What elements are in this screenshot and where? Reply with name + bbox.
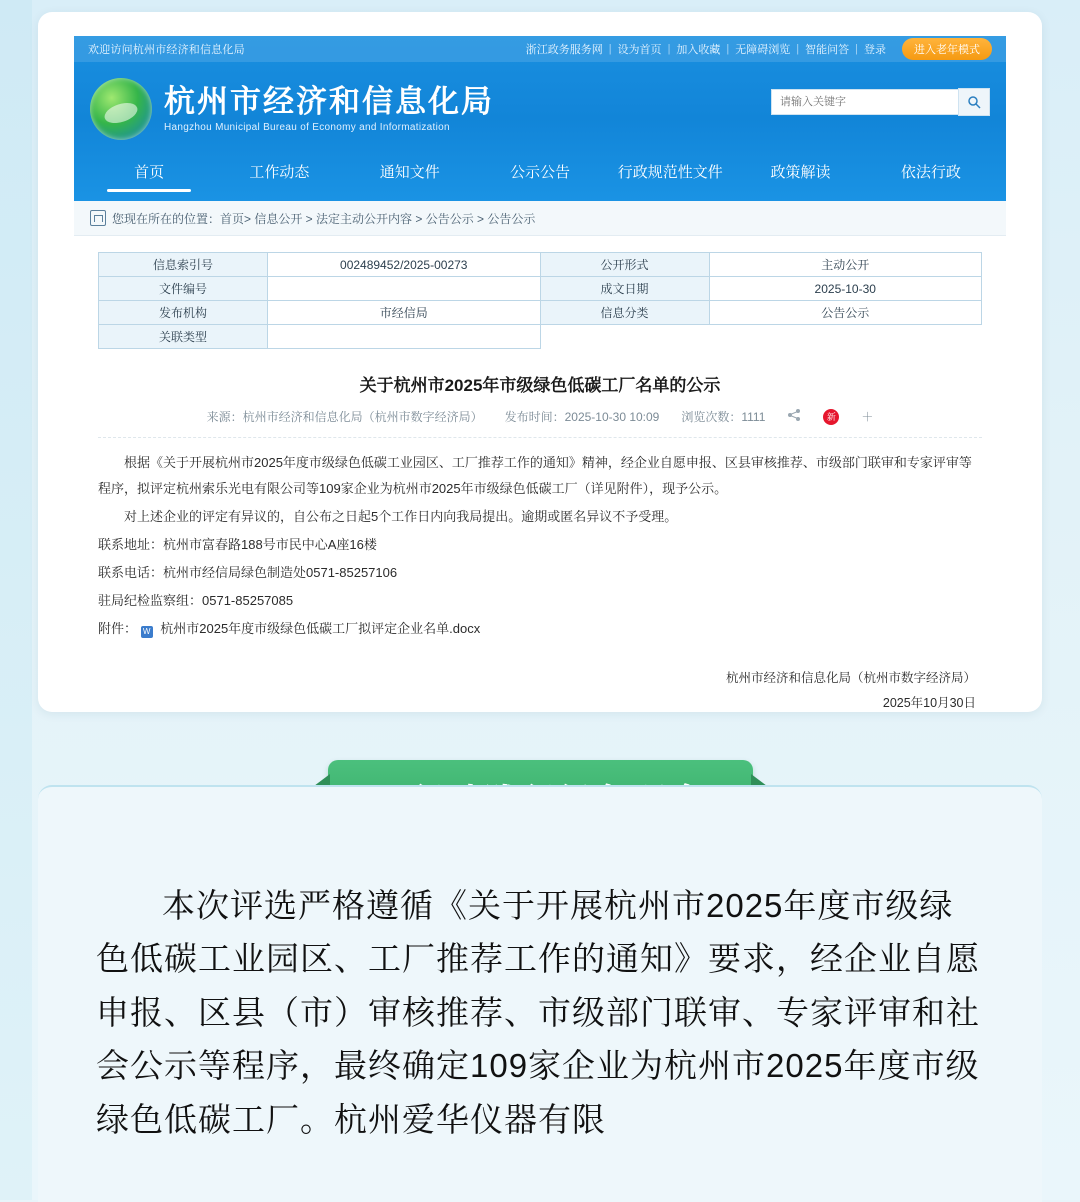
document-contact-address: 联系地址：杭州市富春路188号市民中心A座16楼 bbox=[98, 537, 377, 552]
brand-name-cn: 杭州市经济和信息化局 bbox=[164, 83, 494, 119]
document-signature bbox=[98, 644, 982, 712]
info-value-disclosure-form: 主动公开 bbox=[709, 253, 982, 277]
brand-name-en: Hangzhou Municipal Bureau of Economy and Informatization bbox=[164, 122, 450, 134]
info-value-issuing-org: 市经信局 bbox=[268, 301, 541, 325]
info-value-relation-type bbox=[268, 325, 541, 349]
meta-publish-time: 发布时间：2025-10-30 10:09 bbox=[504, 410, 660, 424]
topbar-link-zjzwfww[interactable]: 浙江政务服务网 bbox=[525, 44, 603, 56]
search-button[interactable] bbox=[958, 88, 990, 116]
document-attachment-row bbox=[98, 616, 982, 642]
topbar-link-smart-qa[interactable]: 智能问答 bbox=[805, 44, 850, 56]
meta-source: 来源：杭州市经济和信息化局（杭州市数字经济局） bbox=[206, 410, 483, 424]
document-contact-phone: 联系电话：杭州市经信局绿色制造处0571-85257106 bbox=[98, 565, 398, 580]
info-value-doc-number bbox=[268, 277, 541, 301]
info-label-category: 信息分类 bbox=[540, 301, 709, 325]
document-content bbox=[98, 438, 982, 642]
weibo-icon[interactable]: 新 bbox=[823, 409, 839, 425]
topbar-link-accessibility[interactable]: 无障碍浏览 bbox=[735, 44, 791, 56]
brand-text bbox=[164, 85, 494, 133]
elder-mode-button[interactable]: 进入老年模式 bbox=[902, 38, 992, 60]
topbar-sep-4: | bbox=[796, 43, 800, 55]
nav-item-administration-by-law[interactable]: 依法行政 bbox=[900, 164, 961, 181]
home-icon[interactable] bbox=[90, 210, 106, 226]
info-value-index: 002489452/2025-00273 bbox=[268, 253, 541, 277]
nav-item-public-announcement[interactable]: 公示公告 bbox=[509, 164, 570, 181]
table-row bbox=[99, 301, 982, 325]
word-file-icon: W bbox=[141, 626, 153, 638]
document-meta bbox=[98, 408, 982, 438]
topbar-sep-2: | bbox=[667, 43, 671, 55]
topbar-links bbox=[526, 38, 992, 60]
topbar-sep-3: | bbox=[726, 43, 730, 55]
info-value-category: 公告公示 bbox=[709, 301, 982, 325]
attachment-link[interactable]: 杭州市2025年度市级绿色低碳工厂拟评定企业名单.docx bbox=[160, 621, 481, 636]
share-icon[interactable] bbox=[787, 408, 801, 425]
document-body bbox=[74, 236, 1006, 712]
nav-item-work-news[interactable]: 工作动态 bbox=[249, 164, 310, 181]
info-empty-cell-2 bbox=[709, 325, 982, 349]
site-topbar bbox=[74, 36, 1006, 62]
bureau-logo-icon bbox=[90, 78, 152, 140]
info-label-doc-number: 文件编号 bbox=[99, 277, 268, 301]
topbar-sep-5: | bbox=[855, 43, 858, 55]
article-body: 本次评选严格遵循《关于开展杭州市2025年度市级绿色低碳工业园区、工厂推荐工作的通知》要求，经企业自愿申报、区县（市）审核推荐、市级部门联审、专家评审和社会公示等程序，最终确定109家企业为杭州市2025年度市级绿色低碳工厂。杭州爱华仪器有限 bbox=[96, 887, 980, 1138]
nav-item-notice-documents[interactable]: 通知文件 bbox=[379, 164, 440, 181]
search-icon bbox=[967, 95, 981, 109]
info-label-relation-type: 关联类型 bbox=[99, 325, 268, 349]
table-row bbox=[99, 253, 982, 277]
search-box bbox=[771, 88, 990, 116]
info-value-written-date: 2025-10-30 bbox=[709, 277, 982, 301]
website-inner bbox=[74, 36, 1006, 712]
signature-org: 杭州市经济和信息化局（杭州市数字经济局） bbox=[725, 671, 976, 685]
document-paragraph-2: 对上述企业的评定有异议的，自公布之日起5个工作日内向我局提出。逾期或匿名异议不予受理。 bbox=[124, 509, 678, 524]
info-label-written-date: 成文日期 bbox=[540, 277, 709, 301]
welcome-text: 欢迎访问杭州市经济和信息化局 bbox=[88, 44, 245, 56]
nav-item-home[interactable]: 首页 bbox=[84, 161, 214, 192]
nav-item-administrative-normative-documents[interactable]: 行政规范性文件 bbox=[617, 164, 723, 181]
meta-views: 浏览次数：1111 bbox=[681, 410, 766, 424]
article-card bbox=[38, 785, 1042, 1202]
topbar-link-favorite[interactable]: 加入收藏 bbox=[676, 44, 721, 56]
topbar-link-login[interactable]: 登录 bbox=[864, 44, 886, 56]
plus-icon[interactable]: ＋ bbox=[861, 410, 874, 424]
nav-item-policy-interpretation[interactable]: 政策解读 bbox=[770, 164, 831, 181]
document-title: 关于杭州市2025年市级绿色低碳工厂名单的公示 bbox=[359, 376, 721, 395]
search-input[interactable] bbox=[771, 89, 958, 115]
table-row bbox=[99, 277, 982, 301]
table-row bbox=[99, 325, 982, 349]
topbar-sep-1: | bbox=[608, 43, 612, 55]
site-navbar bbox=[74, 146, 1006, 192]
breadcrumb bbox=[74, 201, 1006, 236]
topbar-link-set-home[interactable]: 设为首页 bbox=[617, 44, 662, 56]
website-screenshot-card bbox=[38, 12, 1042, 712]
info-label-disclosure-form: 公开形式 bbox=[540, 253, 709, 277]
signature-date: 2025年10月30日 bbox=[882, 696, 976, 710]
document-paragraph-1: 根据《关于开展杭州市2025年度市级绿色低碳工业园区、工厂推荐工作的通知》精神，经企业自愿申报、区县审核推荐、市级部门联审和专家评审等程序，拟评定杭州索乐光电有限公司等109家企业为杭州市2025年市级绿色低碳工厂（详见附件），现予公示。 bbox=[98, 455, 972, 496]
attachment-label: 附件： bbox=[98, 621, 138, 636]
site-header bbox=[74, 36, 1006, 201]
info-label-issuing-org: 发布机构 bbox=[99, 301, 268, 325]
brand-row bbox=[74, 62, 1006, 146]
info-label-index: 信息索引号 bbox=[99, 253, 268, 277]
document-info-table bbox=[98, 252, 982, 349]
breadcrumb-text: 您现在所在的位置：首页> 信息公开 > 法定主动公开内容 > 公告公示 > 公告公示 bbox=[112, 211, 536, 226]
document-discipline-phone: 驻局纪检监察组：0571-85257085 bbox=[98, 593, 294, 608]
info-empty-cell-1 bbox=[540, 325, 709, 349]
